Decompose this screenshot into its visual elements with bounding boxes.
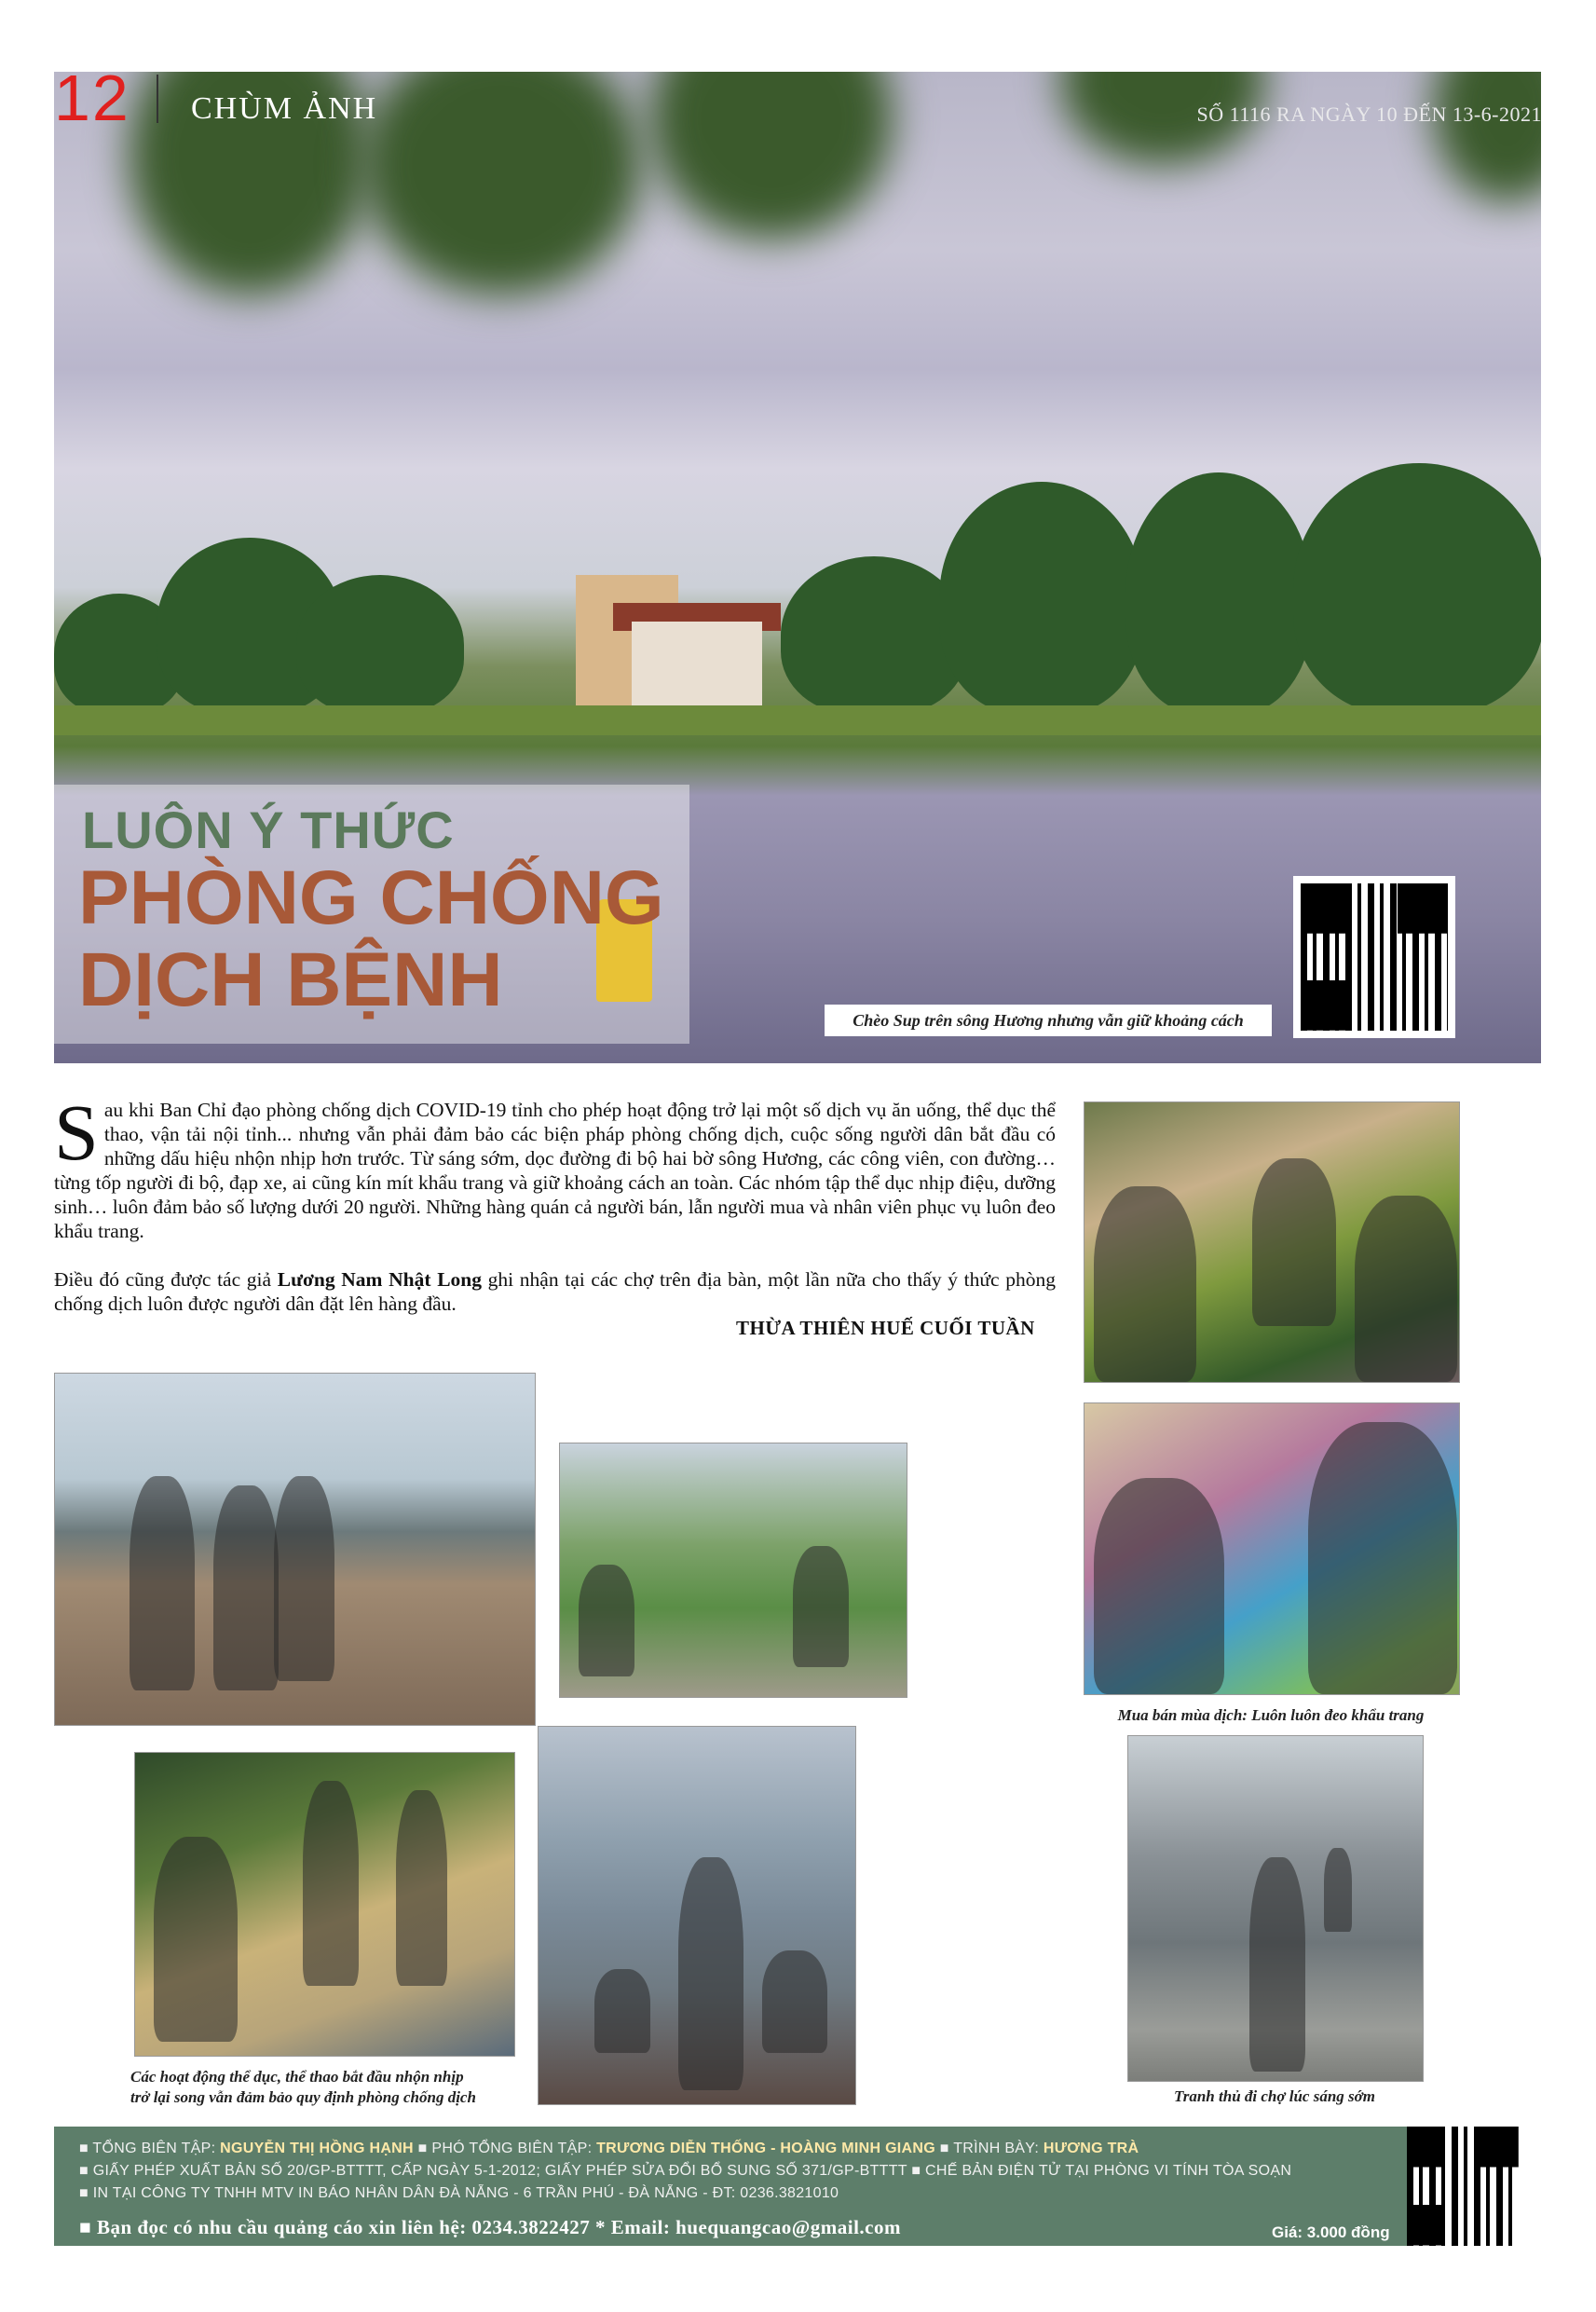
- editor-in-chief: NGUYỄN THỊ HỒNG HẠNH: [220, 2141, 414, 2156]
- qr-code-icon[interactable]: [1293, 876, 1455, 1038]
- license-text: GIẤY PHÉP XUẤT BẢN SỐ 20/GP-BTTTT, CẤP NGÀY 5-1-2012; GIẤY PHÉP SỬA ĐỔI BỔ SUNG SỐ 371/GP-BTTTT ■ CHẾ BẢN ĐIỆN TỬ TẠI PHÒNG VI TÍNH TÒA SOẠN: [92, 2163, 1292, 2179]
- paragraph-2-text-end: ghi nhận tại các chợ trên địa bàn, một lần nữa cho thấy ý thức phòng chống dịch luôn được người dân đặt lên hàng đầu.: [54, 1268, 1057, 1315]
- footer-printer: ■ IN TẠI CÔNG TY TNHH MTV IN BÁO NHÂN DÂN ĐÀ NẴNG - 6 TRẦN PHÚ - ĐÀ NẴNG - ĐT: 0236.3821010: [79, 2185, 839, 2201]
- blurred-leaf: [361, 72, 641, 295]
- tree: [1125, 472, 1312, 715]
- byline: THỪA THIÊN HUẾ CUỐI TUẦN: [736, 1317, 1035, 1339]
- issue-info: SỐ 1116 RA NGÀY 10 ĐẾN 13-6-2021: [1196, 103, 1542, 126]
- section-title: CHÙM ẢNH: [191, 91, 378, 126]
- figure-silhouette: [762, 1950, 827, 2053]
- blurred-leaf: [1433, 72, 1541, 202]
- figure-silhouette: [154, 1837, 238, 2042]
- river-bank: [54, 705, 1541, 735]
- tree: [296, 575, 464, 715]
- figure-silhouette: [303, 1781, 359, 1986]
- paragraph-2-text: Điều đó cũng được tác giả: [54, 1268, 278, 1291]
- pavilion: [632, 622, 762, 710]
- deputy-editor-label: PHÓ TỔNG BIÊN TẬP:: [431, 2141, 593, 2156]
- layout-designer: HƯƠNG TRÀ: [1043, 2141, 1139, 2156]
- headline-line-2: DỊCH BỆNH: [78, 937, 503, 1022]
- price-label: Giá: 3.000 đồng: [1272, 2223, 1390, 2241]
- figure-silhouette: [1324, 1848, 1352, 1932]
- footer-editors: ■ TỔNG BIÊN TẬP: NGUYỄN THỊ HỒNG HẠNH ■ PHÓ TỔNG BIÊN TẬP: TRƯƠNG DIỄN THỐNG - HOÀNG MINH GIANG ■ TRÌNH BÀY: HƯƠNG TRÀ: [79, 2141, 1139, 2156]
- layout-label: TRÌNH BÀY:: [953, 2141, 1040, 2156]
- figure-silhouette: [274, 1476, 334, 1681]
- figure-silhouette: [579, 1565, 634, 1676]
- figure-silhouette: [594, 1969, 650, 2053]
- footer-advertising: ■ Bạn đọc có nhu cầu quảng cáo xin liên hệ: 0234.3822427 * Email: huequangcao@gmail.com: [79, 2216, 901, 2238]
- figure-silhouette: [678, 1857, 743, 2090]
- photo-riverside-walk: [54, 1373, 536, 1726]
- tree: [1293, 463, 1541, 715]
- figure-silhouette: [1308, 1422, 1457, 1694]
- caption-sport-line-2: trở lại song vẫn đảm bảo quy định phòng chống dịch: [130, 2088, 476, 2106]
- deputy-editors: TRƯƠNG DIỄN THỐNG - HOÀNG MINH GIANG: [596, 2141, 936, 2156]
- figure-silhouette: [213, 1485, 279, 1690]
- headline: [78, 857, 664, 1021]
- figure-silhouette: [1249, 1857, 1305, 2072]
- figure-silhouette: [1355, 1196, 1457, 1382]
- photo-evening-walk: [134, 1752, 515, 2057]
- headline-kicker: LUÔN Ý THỨC: [82, 800, 455, 859]
- photo-river-boardwalk: [538, 1726, 856, 2105]
- qr-code-icon[interactable]: [1407, 2127, 1519, 2246]
- advertising-contact: Bạn đọc có nhu cầu quảng cáo xin liên hệ: 0234.3822427 * Email: huequangcao@gmail.com: [96, 2216, 901, 2238]
- article-paragraph-2: [54, 1267, 1056, 1316]
- hero-caption: Chèo Sup trên sông Hương nhưng vẫn giữ khoảng cách: [825, 1005, 1272, 1036]
- article-paragraph-1: [54, 1088, 1056, 1243]
- footer-license: ■ GIẤY PHÉP XUẤT BẢN SỐ 20/GP-BTTTT, CẤP NGÀY 5-1-2012; GIẤY PHÉP SỬA ĐỔI BỔ SUNG SỐ 371/GP-BTTTT ■ CHẾ BẢN ĐIỆN TỬ TẠI PHÒNG VI TÍNH TÒA SOẠN: [79, 2163, 1292, 2179]
- paragraph-1-text: au khi Ban Chỉ đạo phòng chống dịch COVID-19 tỉnh cho phép hoạt động trở lại một số dịch vụ ăn uống, thể dục thể thao, vận tải nội tỉnh... nhưng vẫn phải đảm bảo các biện pháp phòng chống dịch, cuộc sống người dân bắt đầu có những dấu hiệu nhộn nhịp hơn trước. Từ sáng sớm, dọc đường đi bộ hai bờ sông Hương, các công viên, con đường… từng tốp người đi bộ, đạp xe, ai cũng kín mít khẩu trang và giữ khoảng cách an toàn. Các nhóm tập thể dục nhịp điệu, dưỡng sinh… luôn đảm bảo số lượng dưới 20 người. Những hàng quán cả người bán, lẫn người mua và nhân viên phục vụ luôn đeo khẩu trang.: [54, 1099, 1056, 1242]
- article-body: [54, 1088, 1057, 1340]
- editor-in-chief-label: TỔNG BIÊN TẬP:: [92, 2141, 216, 2156]
- photo-park-exercise: [559, 1443, 907, 1698]
- header-divider: [157, 75, 158, 123]
- photo-bridge-walk: [1127, 1735, 1424, 2082]
- figure-silhouette: [1094, 1478, 1224, 1694]
- page-number: 12: [54, 62, 130, 134]
- figure-silhouette: [130, 1476, 195, 1690]
- drop-cap: S: [54, 1088, 99, 1177]
- caption-market: Mua bán mùa dịch: Luôn luôn đeo khẩu trang: [1117, 1706, 1425, 1724]
- tree: [939, 482, 1144, 715]
- figure-silhouette: [1252, 1158, 1336, 1326]
- author-name: Lương Nam Nhật Long: [277, 1268, 482, 1291]
- printer-text: IN TẠI CÔNG TY TNHH MTV IN BÁO NHÂN DÂN ĐÀ NẴNG - 6 TRẦN PHÚ - ĐÀ NẴNG - ĐT: 0236.3821010: [92, 2185, 839, 2201]
- headline-line-1: PHÒNG CHỐNG: [78, 855, 664, 940]
- photo-market-vendors: [1084, 1101, 1460, 1383]
- photo-market-exchange: [1084, 1402, 1460, 1695]
- blurred-leaf: [650, 72, 893, 239]
- caption-sport-line-1: Các hoạt động thể dục, thể thao bắt đầu nhộn nhịp: [130, 2068, 464, 2086]
- figure-silhouette: [1094, 1186, 1196, 1382]
- figure-silhouette: [396, 1790, 447, 1986]
- caption-sport: [130, 2067, 522, 2108]
- caption-bridge: Tranh thủ đi chợ lúc sáng sớm: [1173, 2087, 1375, 2105]
- figure-silhouette: [793, 1546, 849, 1667]
